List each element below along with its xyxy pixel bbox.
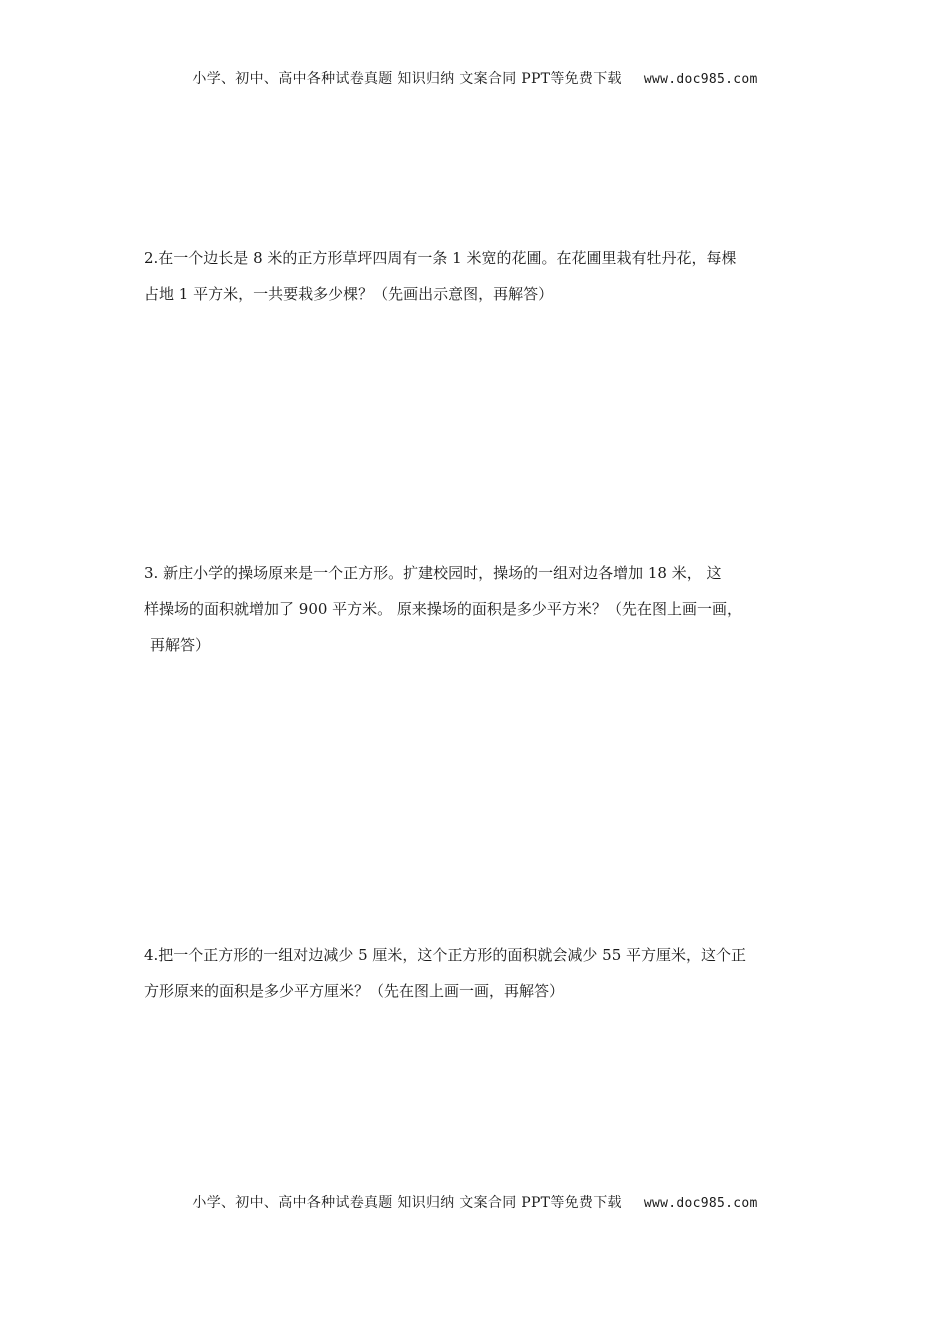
header-site-link[interactable]: www.doc985.com — [643, 72, 758, 87]
page-header — [0, 68, 950, 88]
question-line: 2.在一个边长是 8 米的正方形草坪四周有一条 1 米宽的花圃。在花圃里栽有牡丹花，每棵 — [144, 249, 737, 267]
page-footer — [0, 1192, 950, 1212]
question-2 — [144, 240, 809, 312]
question-3 — [144, 555, 809, 663]
footer-text: 小学、初中、高中各种试卷真题 知识归纳 文案合同 PPT等免费下载 — [192, 1195, 622, 1211]
footer-site-link[interactable]: www.doc985.com — [643, 1196, 758, 1211]
question-line: 3. 新庄小学的操场原来是一个正方形。扩建校园时，操场的一组对边各增加 18 米， 这 — [144, 564, 722, 582]
question-line: 样操场的面积就增加了 900 平方米。 原来操场的面积是多少平方米？（先在图上画一画， — [144, 600, 742, 618]
question-line: 再解答） — [150, 636, 211, 654]
header-text: 小学、初中、高中各种试卷真题 知识归纳 文案合同 PPT等免费下载 — [192, 71, 622, 87]
question-4 — [144, 937, 809, 1009]
question-line: 占地 1 平方米，一共要栽多少棵？（先画出示意图，再解答） — [144, 285, 554, 303]
question-line: 4.把一个正方形的一组对边减少 5 厘米，这个正方形的面积就会减少 55 平方厘米，这个正 — [144, 946, 747, 964]
question-line: 方形原来的面积是多少平方厘米？（先在图上画一画，再解答） — [144, 982, 565, 1000]
